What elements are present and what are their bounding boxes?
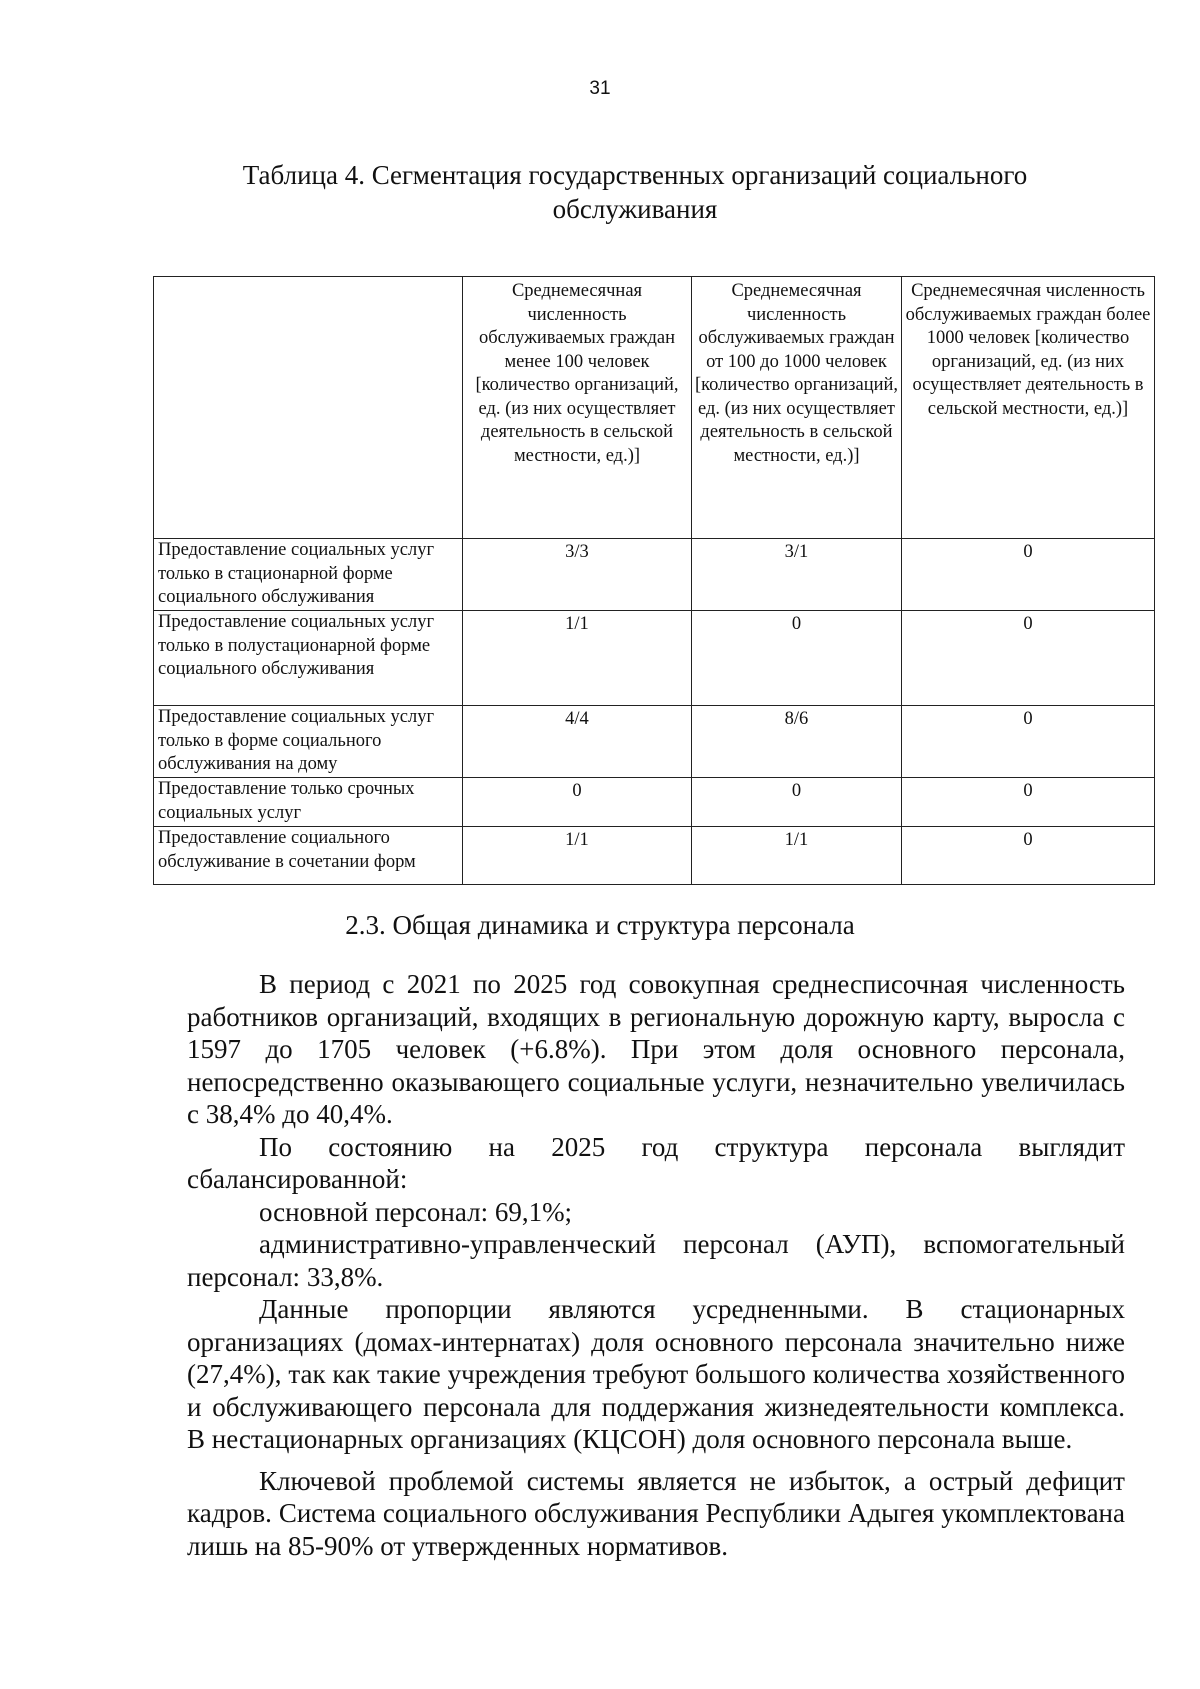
table-cell: 0 [902,539,1155,611]
table-row [154,539,1155,611]
row-label: Предоставление только срочных социальных услуг [154,778,463,827]
paragraph: Данные пропорции являются усредненными. В стационарных организациях (домах-интернатах) доля основного персонала значительно ниже (27,4%), так как такие учреждения требуют большого количества хозяйственного и обслуживающего персонала для поддержания жизнедеятельности комплекса. В нестационарных организациях (КЦСОН) доля основного персонала выше. [187,1294,1125,1454]
row-label: Предоставление социальных услуг только в форме социального обслуживания на дому [154,706,463,778]
table-title: Таблица 4. Сегментация государственных организаций социального обслуживания [242,160,1028,224]
table-cell: 4/4 [463,706,692,778]
paragraph: основной персонал: 69,1%; [259,1196,573,1227]
row-label: Предоставление социального обслуживание в сочетании форм [154,827,463,885]
table-cell: 0 [692,611,902,706]
header-less-100: Среднемесячная численность обслуживаемых граждан менее 100 человек [количество организаций, ед. (из них осуществляет деятельность в сельской местности, ед.)] [463,277,692,539]
header-empty-cell [154,277,463,539]
table-cell: 0 [692,778,902,827]
body-text [187,968,1125,1562]
table-row [154,778,1155,827]
table-cell: 1/1 [463,611,692,706]
row-label: Предоставление социальных услуг только в полустационарной форме социального обслуживания [154,611,463,706]
table-cell: 1/1 [463,827,692,885]
table-cell: 0 [463,778,692,827]
segmentation-table [153,276,1155,885]
table-row [154,706,1155,778]
header-100-1000: Среднемесячная численность обслуживаемых граждан от 100 до 1000 человек [количество организаций, ед. (из них осуществляет деятельность в сельской местности, ед.)] [692,277,902,539]
paragraph: административно-управленческий персонал (АУП), вспомогательный персонал: 33,8%. [187,1229,1125,1292]
table-cell: 1/1 [692,827,902,885]
table-cell: 3/1 [692,539,902,611]
table-cell: 3/3 [463,539,692,611]
table-row [154,611,1155,706]
table-cell: 0 [902,706,1155,778]
paragraph: Ключевой проблемой системы является не избыток, а острый дефицит кадров. Система социального обслуживания Республики Адыгея укомплектована лишь на 85-90% от утвержденных нормативов. [187,1465,1125,1561]
table-cell: 0 [902,611,1155,706]
table-cell: 0 [902,778,1155,827]
table-cell: 8/6 [692,706,902,778]
table-cell: 0 [902,827,1155,885]
table-row [154,827,1155,885]
table-header-row [154,277,1155,539]
paragraph: В период с 2021 по 2025 год совокупная среднесписочная численность работников организаций, входящих в региональную дорожную карту, выросла с 1597 до 1705 человек (+6.8%). При этом доля основного персонала, непосредственно оказывающего социальные услуги, незначительно увеличилась с 38,4% до 40,4%. [187,969,1125,1129]
page-number: 31 [589,78,611,99]
paragraph: По состоянию на 2025 год структура персонала выглядит сбалансированной: [187,1131,1125,1194]
header-more-1000: Среднемесячная численность обслуживаемых граждан более 1000 человек [количество организаций, ед. (из них осуществляет деятельность в сельской местности, ед.)] [902,277,1155,539]
row-label: Предоставление социальных услуг только в стационарной форме социального обслуживания [154,539,463,611]
section-heading: 2.3. Общая динамика и структура персонала [345,910,855,940]
